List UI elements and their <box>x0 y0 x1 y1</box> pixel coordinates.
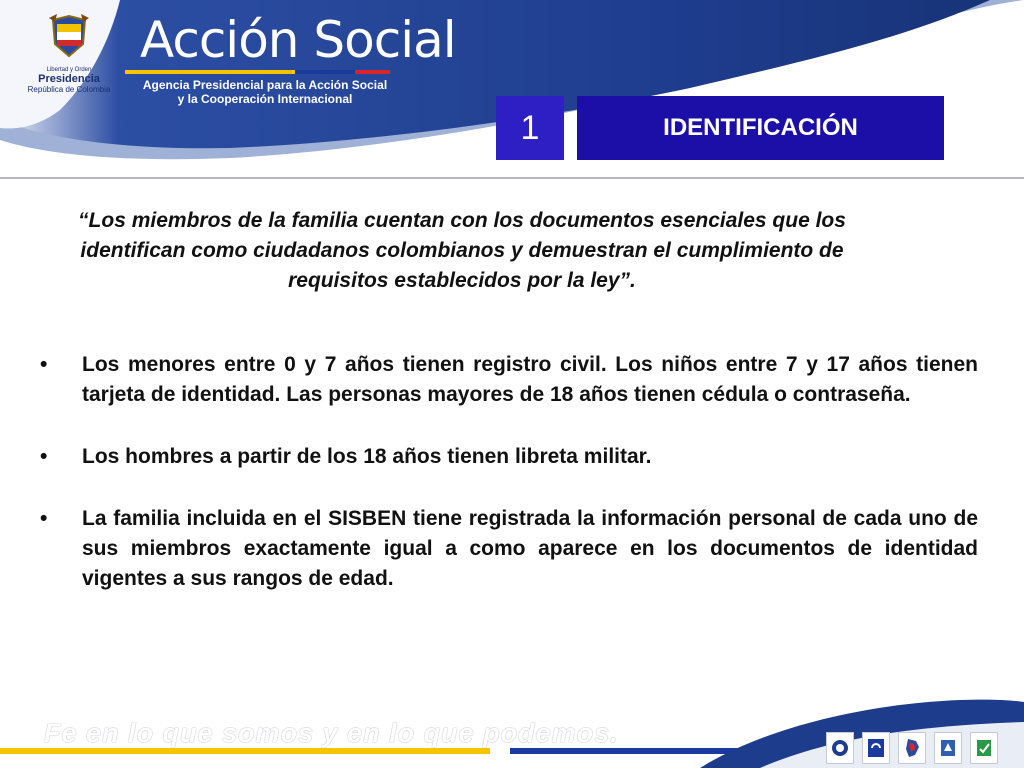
certification-badge-icon <box>970 732 998 764</box>
bullet-text: Los menores entre 0 y 7 años tienen registro civil. Los niños entre 7 y 17 años tienen tarjeta de identidad. Las personas mayores de 18 años tienen cédula o contraseña. <box>82 353 978 406</box>
section-number: 1 <box>496 96 564 160</box>
certification-badge-icon <box>826 732 854 764</box>
bullet-text: Los hombres a partir de los 18 años tienen libreta militar. <box>82 445 652 468</box>
list-item <box>40 350 978 410</box>
accion-social-logo <box>140 11 456 106</box>
presidencia-seal <box>24 14 114 95</box>
section-title: IDENTIFICACIÓN <box>577 96 944 160</box>
list-item <box>40 442 978 472</box>
certification-badge-icon <box>862 732 890 764</box>
seal-subtitle: República de Colombia <box>27 85 111 94</box>
certification-badge-icon <box>934 732 962 764</box>
list-item <box>40 504 978 594</box>
colombia-coat-of-arms-icon <box>47 14 91 60</box>
bullet-text: La familia incluida en el SISBEN tiene registrada la información personal de cada uno de sus miembros exactamente igual a como aparece en los documentos de identidad vigentes a sus rangos de edad. <box>82 507 978 590</box>
bullet-icon: • <box>40 507 48 530</box>
bullet-list <box>40 350 978 626</box>
bullet-icon: • <box>40 445 48 468</box>
seal-title: Presidencia <box>38 73 100 85</box>
seal-motto: Libertad y Orden <box>46 67 92 73</box>
certification-badges <box>826 732 998 764</box>
logo-subtitle-line1: Agencia Presidencial para la Acción Social <box>142 78 388 92</box>
header-divider <box>0 177 1024 179</box>
logo-subtitle-line2: y la Cooperación Internacional <box>177 92 353 106</box>
colombia-map-icon <box>898 732 926 764</box>
footer-slogan: Fe en lo que somos y en lo que podemos. <box>44 718 619 748</box>
bullet-icon: • <box>40 353 48 376</box>
logo-color-rule <box>140 70 400 74</box>
logo-title: Acción Social <box>140 11 456 69</box>
definition-quote: “Los miembros de la familia cuentan con los documentos esenciales que los identifican como ciudadanos colombianos y demuestran el cumplimiento de requisitos establecidos por la ley”. <box>78 209 846 292</box>
